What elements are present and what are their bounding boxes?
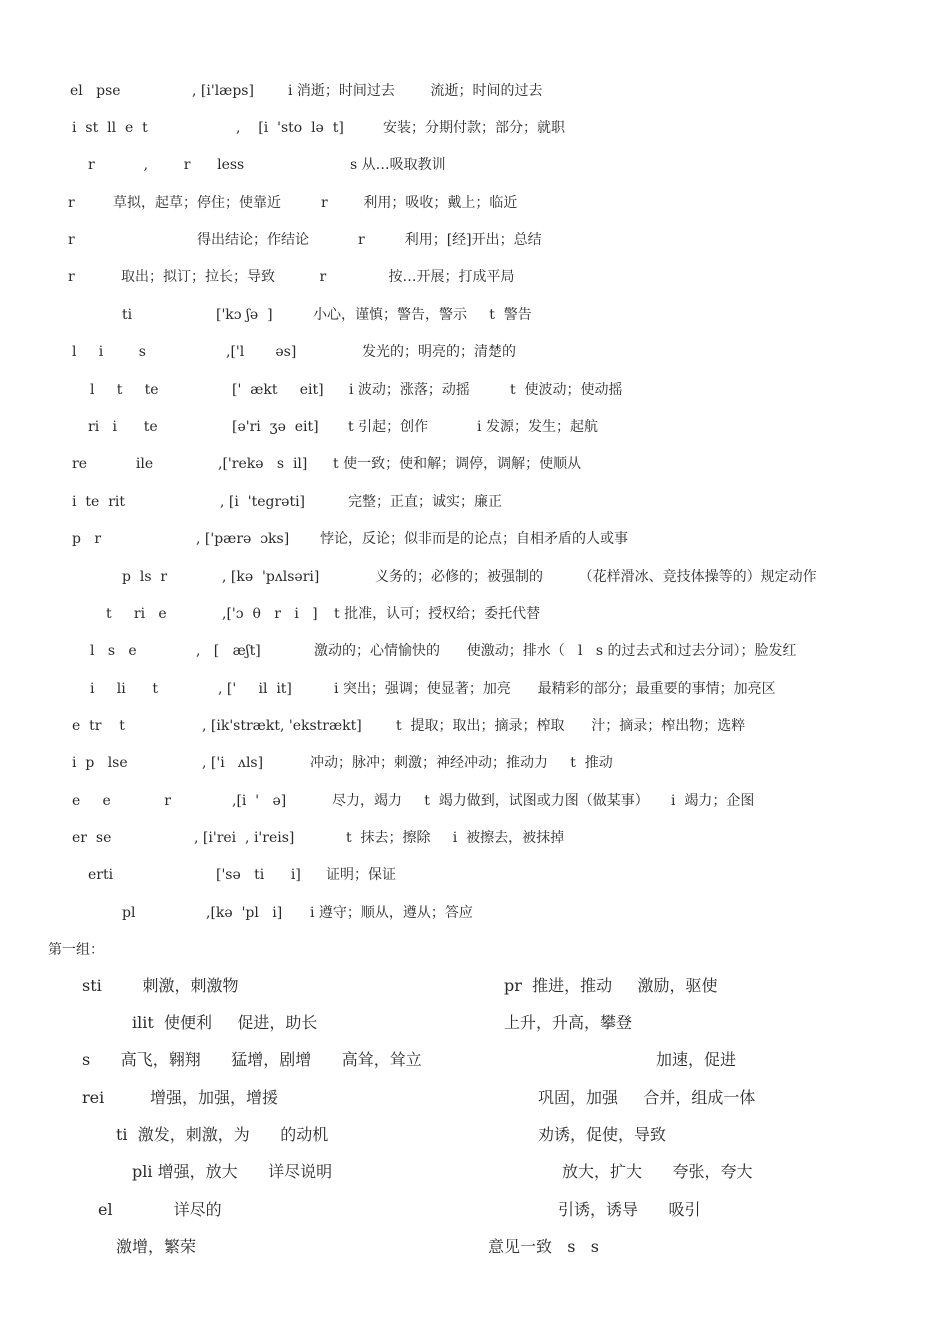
vocab-entry	[0, 418, 950, 436]
vocab-word: ri i te	[88, 419, 158, 435]
vocab-definition: i 波动；涨落；动摇 t 使波动；使动摇	[349, 382, 623, 398]
vocab-definition: i 突出；强调；使显著；加亮 最精彩的部分；最重要的事情；加亮区	[334, 681, 776, 697]
vocab-entry	[0, 82, 950, 100]
group-left-text: el 详尽的	[98, 1200, 222, 1219]
vocab-entry	[0, 343, 950, 361]
vocab-phonetic: ,[i ' ə]	[232, 793, 287, 809]
group-right-text: 意见一致 s s	[488, 1237, 599, 1256]
vocab-phonetic: , [ æʃt]	[196, 643, 261, 659]
vocab-word: p r	[72, 531, 102, 547]
vocab-definition: t 使一致；使和解；调停，调解；使顺从	[333, 456, 582, 472]
vocab-entry	[0, 306, 950, 324]
vocab-phonetic: ,[kə 'pl i]	[206, 905, 283, 921]
vocab-definition: 发光的；明亮的；清楚的	[362, 344, 516, 360]
vocab-word: ti	[122, 307, 133, 323]
vocab-entry	[0, 904, 950, 922]
vocab-word: p ls r	[122, 569, 168, 585]
vocab-word: i li t	[90, 681, 159, 697]
vocab-entry	[0, 194, 950, 212]
vocab-definition: 取出；拟订；拉长；导致 r 按…开展；打成平局	[121, 269, 515, 285]
vocab-entry	[0, 754, 950, 772]
vocab-phonetic: , [i 'tegrəti]	[220, 494, 306, 510]
group-left-text: ti 激发，刺激，为 的动机	[116, 1125, 329, 1144]
vocab-phonetic: , [i'læps]	[192, 83, 254, 99]
vocab-phonetic: [ə'ri ʒə eit]	[232, 419, 319, 435]
vocab-definition: 草拟，起草；停住；使靠近 r 利用；吸收；戴上；临近	[113, 195, 518, 211]
vocab-phonetic: ['sə ti i]	[216, 867, 301, 883]
vocab-definition: 证明；保证	[326, 867, 396, 883]
vocab-phonetic: ,['ɔ θ r i ]	[222, 606, 318, 622]
vocab-entry	[0, 829, 950, 847]
vocab-word: l t te	[90, 382, 159, 398]
group-row	[0, 1125, 950, 1145]
vocab-entry	[0, 568, 950, 586]
vocab-word: erti	[88, 867, 114, 883]
vocab-entry	[0, 680, 950, 698]
vocab-definition: 小心，谨慎；警告，警示 t 警告	[313, 307, 532, 323]
vocab-entry	[0, 493, 950, 511]
vocab-entry	[0, 381, 950, 399]
vocab-word: pl	[122, 905, 136, 921]
vocab-word: r	[68, 195, 75, 211]
vocab-entry	[0, 455, 950, 473]
vocab-entry	[0, 268, 950, 286]
vocab-word: er se	[72, 830, 112, 846]
group-right-text: 引诱，诱导 吸引	[558, 1200, 701, 1219]
vocab-definition: t 引起；创作 i 发源；发生；起航	[348, 419, 598, 435]
group-left-text: s 高飞，翱翔 猛增，剧增 高耸，耸立	[82, 1050, 422, 1069]
vocab-phonetic: [' ækt eit]	[232, 382, 324, 398]
vocab-definition: 冲动；脉冲；刺激；神经冲动；推动力 t 推动	[310, 755, 613, 771]
vocab-phonetic: , ['pærə ɔks]	[196, 531, 290, 547]
vocab-entry	[0, 231, 950, 249]
vocab-entry	[0, 717, 950, 735]
vocab-definition: t 批准，认可；授权给；委托代替	[334, 606, 541, 622]
vocab-definition: 尽力，竭力 t 竭力做到，试图或力图（做某事） i 竭力；企图	[332, 793, 755, 809]
vocab-entry	[0, 642, 950, 660]
vocab-definition: i 遵守；顺从，遵从；答应	[310, 905, 473, 921]
vocab-entry	[0, 156, 950, 174]
group-right-text: 上升，升高，攀登	[504, 1013, 633, 1032]
vocab-definition: 安装；分期付款；部分；就职	[383, 120, 565, 136]
group-right-text: 巩固，加强 合并，组成一体	[538, 1088, 756, 1107]
vocab-phonetic: , [i 'sto lə t]	[236, 120, 344, 136]
group-row	[0, 1088, 950, 1108]
vocab-definition: 悖论，反论；似非而是的论点；自相矛盾的人或事	[320, 531, 628, 547]
group-left-text: 激增，繁荣	[116, 1237, 197, 1256]
vocab-word: e e r	[72, 793, 171, 809]
vocab-entry	[0, 866, 950, 884]
vocab-phonetic: ,['rekə s il]	[218, 456, 308, 472]
vocab-phonetic: , [' il it]	[218, 681, 292, 697]
vocab-word: r , r less	[88, 157, 245, 173]
group-right-text: 放大，扩大 夸张，夸大	[562, 1162, 753, 1181]
group-row	[0, 1013, 950, 1033]
group-row	[0, 1200, 950, 1220]
vocab-word: l i s	[72, 344, 146, 360]
vocab-word: re ile	[72, 456, 154, 472]
vocab-word: l s e	[90, 643, 137, 659]
vocab-entry	[0, 792, 950, 810]
vocab-entry	[0, 605, 950, 623]
vocab-word: e tr t	[72, 718, 125, 734]
vocab-definition: t 提取；取出；摘录；榨取 汁；摘录；榨出物；选粹	[396, 718, 746, 734]
group-row	[0, 976, 950, 996]
vocab-definition: 义务的；必修的；被强制的 （花样滑冰、竞技体操等的）规定动作	[375, 569, 817, 585]
group-left-text: rei 增强，加强，增援	[82, 1088, 279, 1107]
vocab-phonetic: , [kə 'pʌlsəri]	[222, 569, 320, 585]
vocab-word: r	[68, 232, 75, 248]
vocab-definition: s 从…吸取教训	[350, 157, 446, 173]
group-right-text: 加速，促进	[656, 1050, 737, 1069]
group-left-text: ilit 使便利 促进，助长	[132, 1013, 318, 1032]
vocab-word: t ri e	[106, 606, 167, 622]
vocab-phonetic: ['kɔ ʃə ]	[216, 307, 273, 323]
vocab-entry	[0, 119, 950, 137]
vocab-word: r	[68, 269, 75, 285]
group-left-text: pli 增强，放大 详尽说明	[132, 1162, 333, 1181]
group-row	[0, 1162, 950, 1182]
group-right-text: pr 推进，推动 激励，驱使	[504, 976, 718, 995]
vocab-definition: 完整；正直；诚实；廉正	[348, 494, 502, 510]
vocab-definition: t 抹去；擦除 i 被擦去，被抹掉	[346, 830, 565, 846]
vocab-word: i te rit	[72, 494, 125, 510]
vocab-definition: 激动的；心情愉快的 使激动；排水（ l s 的过去式和过去分词）；脸发红	[314, 643, 797, 659]
section-title: 第一组：	[48, 942, 104, 958]
group-left-text: sti 刺激，刺激物	[82, 976, 239, 995]
vocab-phonetic: , [ik'strækt, 'ekstrækt]	[202, 718, 362, 734]
vocab-word: el pse	[70, 83, 121, 99]
vocab-phonetic: , [i'rei , i'reis]	[194, 830, 295, 846]
vocab-phonetic: , ['i ʌls]	[202, 755, 264, 771]
vocab-word: i p lse	[72, 755, 128, 771]
vocab-phonetic: ,['l əs]	[226, 344, 297, 360]
group-row	[0, 1237, 950, 1257]
vocab-definition: 得出结论；作结论 r 利用；[经]开出；总结	[197, 232, 542, 248]
vocab-entry	[0, 530, 950, 548]
vocab-word: i st ll e t	[72, 120, 148, 136]
group-row	[0, 1050, 950, 1070]
group-right-text: 劝诱，促使，导致	[538, 1125, 667, 1144]
vocab-definition: i 消逝；时间过去 流逝；时间的过去	[288, 83, 543, 99]
